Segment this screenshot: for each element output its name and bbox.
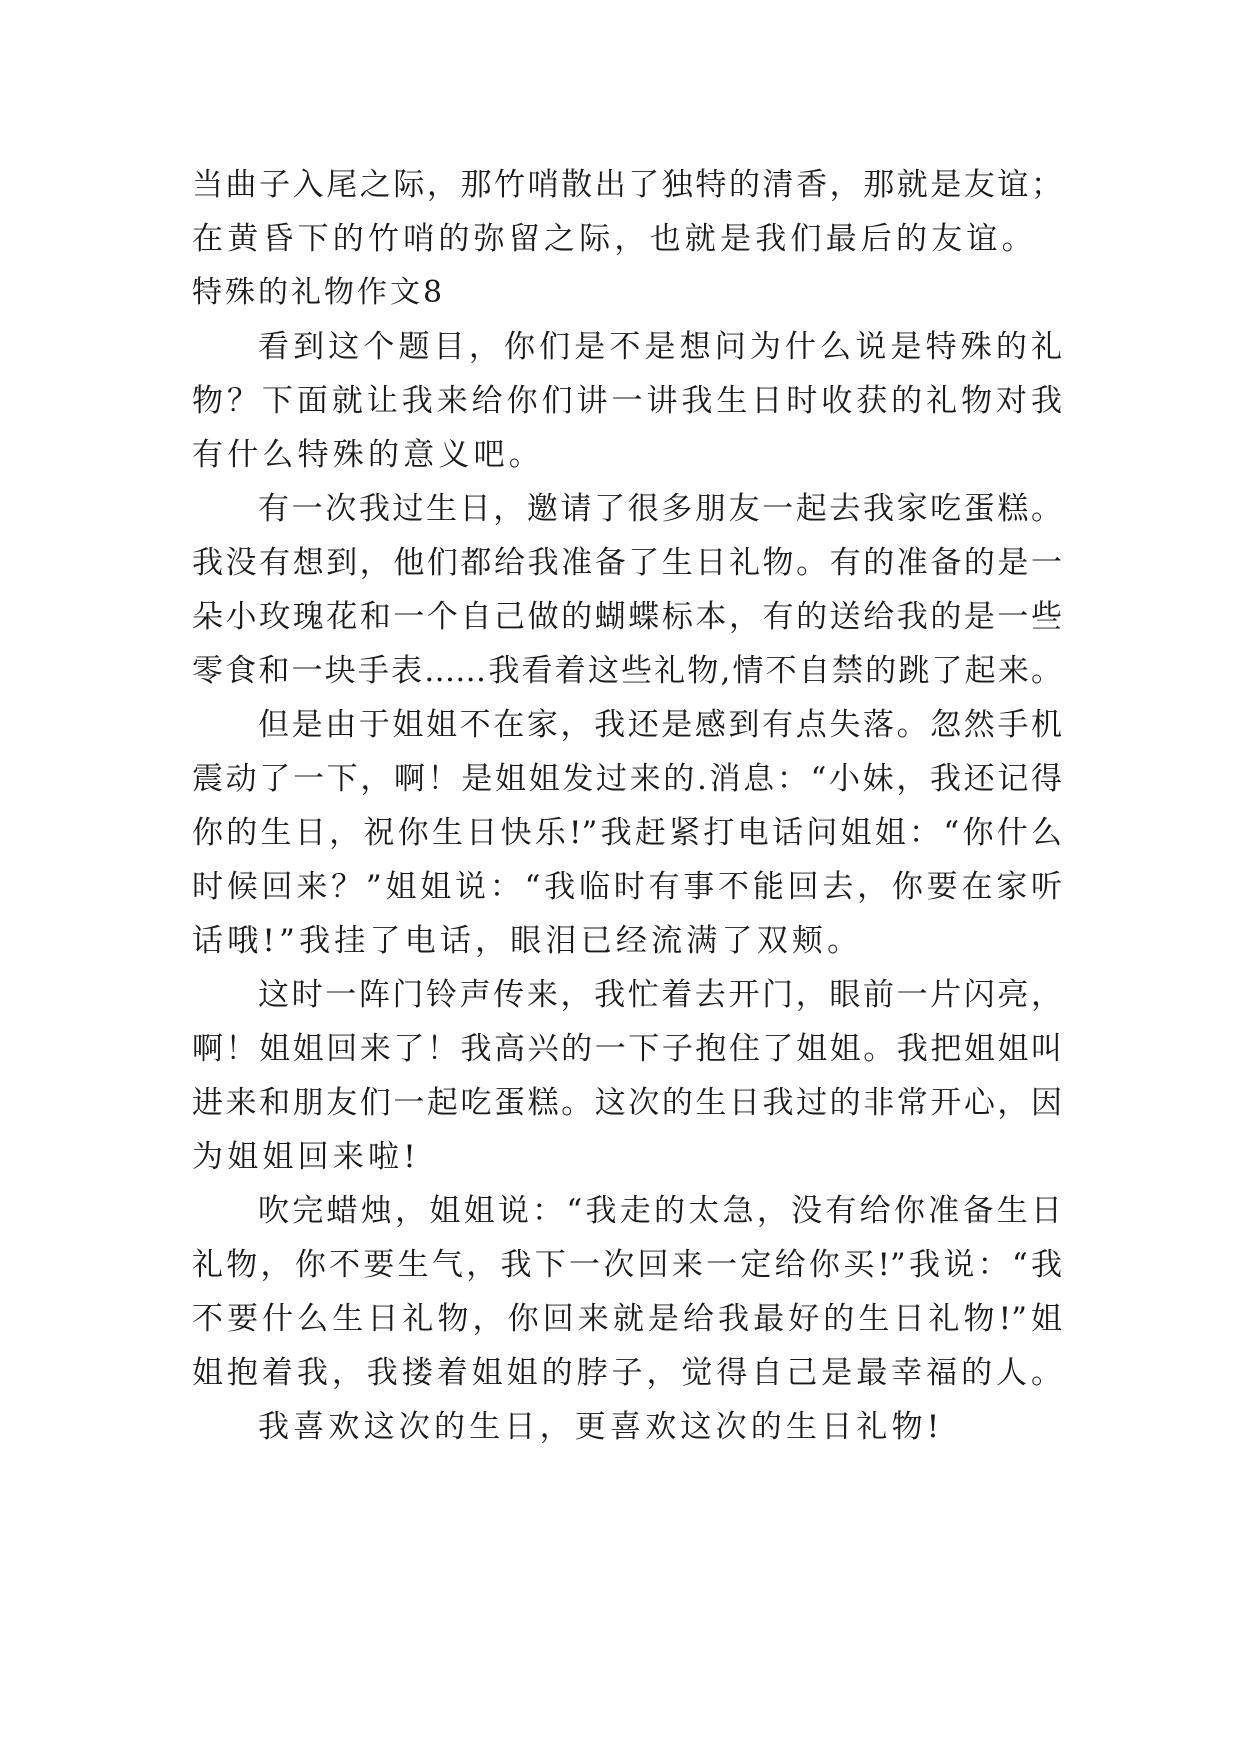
section-heading: 特殊的礼物作文8 bbox=[192, 275, 446, 310]
paragraph-first-line: 看到这个题目，你们是不是想问为什么说是特殊的礼 bbox=[258, 329, 1062, 365]
text-line: 物？下面就让我来给你们讲一讲我生日时收获的礼物对我 bbox=[192, 383, 1062, 419]
document-page bbox=[192, 158, 1062, 1454]
text-line: 进来和朋友们一起吃蛋糕。这次的生日我过的非常开心，因 bbox=[192, 1085, 1062, 1121]
paragraph-first-line: 有一次我过生日，邀请了很多朋友一起去我家吃蛋糕。 bbox=[258, 491, 1062, 527]
paragraph-first-line: 但是由于姐姐不在家，我还是感到有点失落。忽然手机 bbox=[258, 707, 1062, 743]
text-line: 零食和一块手表……我看着这些礼物,情不自禁的跳了起来。 bbox=[192, 653, 1062, 689]
text-line: 姐抱着我，我搂着姐姐的脖子，觉得自己是最幸福的人。 bbox=[192, 1355, 1062, 1391]
text-line: 啊！姐姐回来了！我高兴的一下子抱住了姐姐。我把姐姐叫 bbox=[192, 1031, 1062, 1067]
text-line: 在黄昏下的竹哨的弥留之际，也就是我们最后的友谊。 bbox=[192, 221, 1037, 257]
text-line: 震动了一下，啊！是姐姐发过来的.消息：“小妹，我还记得 bbox=[192, 761, 1062, 797]
text-line: 礼物，你不要生气，我下一次回来一定给你买!”我说：“我 bbox=[192, 1247, 1062, 1283]
text-line: 为姐姐回来啦! bbox=[192, 1139, 420, 1175]
paragraph-first-line: 我喜欢这次的生日，更喜欢这次的生日礼物! bbox=[258, 1409, 944, 1445]
text-line: 我没有想到，他们都给我准备了生日礼物。有的准备的是一 bbox=[192, 545, 1062, 581]
paragraph-first-line: 吹完蜡烛，姐姐说：“我走的太急，没有给你准备生日 bbox=[258, 1193, 1062, 1229]
text-line: 朵小玫瑰花和一个自己做的蝴蝶标本，有的送给我的是一些 bbox=[192, 599, 1062, 635]
text-line: 当曲子入尾之际，那竹哨散出了独特的清香，那就是友谊； bbox=[192, 167, 1062, 203]
text-line: 不要什么生日礼物，你回来就是给我最好的生日礼物!”姐 bbox=[192, 1301, 1062, 1337]
text-line: 有什么特殊的意义吧。 bbox=[192, 437, 544, 473]
text-line: 话哦!”我挂了电话，眼泪已经流满了双颊。 bbox=[192, 923, 863, 959]
text-line: 你的生日，祝你生日快乐!”我赶紧打电话问姐姐：“你什么 bbox=[192, 815, 1062, 851]
text-line: 时候回来？”姐姐说：“我临时有事不能回去，你要在家听 bbox=[192, 869, 1062, 905]
paragraph-first-line: 这时一阵门铃声传来，我忙着去开门，眼前一片闪亮， bbox=[258, 977, 1062, 1013]
